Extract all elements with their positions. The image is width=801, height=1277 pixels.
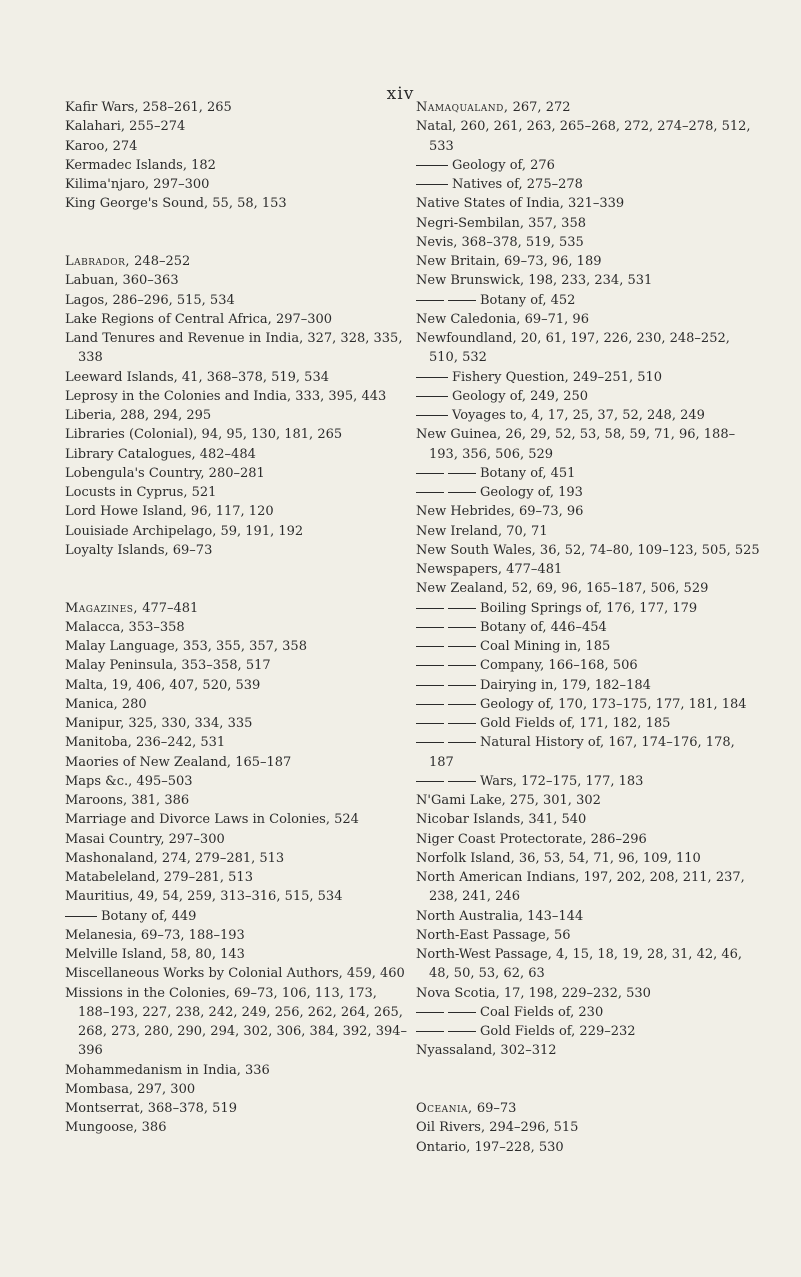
index-entry-text: Fishery Question, 249–251, 510 — [452, 369, 663, 385]
index-entry — [416, 406, 762, 425]
index-entry-text: Lagos, 286–296, 515, 534 — [65, 292, 235, 308]
ditto-dash — [416, 165, 448, 166]
index-entry-text: Malacca, 353–358 — [65, 619, 185, 635]
section-gap — [416, 1080, 762, 1099]
index-entry-text: Mashonaland, 274, 279–281, 513 — [65, 850, 285, 866]
index-entry-text: N'Gami Lake, 275, 301, 302 — [416, 793, 601, 808]
index-entry — [416, 945, 762, 984]
index-entry-text: Manitoba, 236–242, 531 — [65, 735, 226, 751]
index-entry — [416, 502, 762, 521]
index-entry — [416, 271, 762, 290]
index-entry-text: Kafir Wars, 258–261, 265 — [65, 100, 232, 115]
index-entry — [416, 1003, 762, 1022]
index-entry-text: Malay Peninsula, 353–358, 517 — [65, 658, 271, 674]
index-entry-text: Land Tenures and Revenue in India, 327, 328, 335, 338 — [65, 331, 403, 366]
ditto-dash — [65, 916, 97, 917]
index-entry — [65, 425, 410, 444]
index-entry — [65, 483, 410, 502]
index-entry-text: Geology of, 276 — [452, 157, 555, 173]
index-entry-text: Nyassaland, 302–312 — [416, 1043, 557, 1059]
index-entry-text: Melanesia, 69–73, 188–193 — [65, 927, 245, 943]
ditto-dash — [416, 1012, 476, 1013]
index-entry — [65, 945, 410, 964]
section-lead-term: Namaqualand, — [416, 100, 509, 115]
index-entry-text: Mauritius, 49, 54, 259, 313–316, 515, 534 — [65, 889, 343, 905]
index-entry-text: Louisiade Archipelago, 59, 191, 192 — [65, 523, 304, 539]
index-entry — [416, 175, 762, 194]
index-entry-text: Lake Regions of Central Africa, 297–300 — [65, 311, 333, 327]
index-entry-text: Masai Country, 297–300 — [65, 831, 225, 847]
ditto-dash — [416, 473, 476, 474]
ditto-dash — [416, 608, 476, 609]
index-entry — [416, 214, 762, 233]
index-entry — [416, 560, 762, 579]
index-entry-text: Gold Fields of, 171, 182, 185 — [480, 716, 671, 731]
index-entry-text: King George's Sound, 55, 58, 153 — [65, 196, 287, 212]
index-column-left — [65, 98, 410, 1138]
index-entry-text: Niger Coast Protectorate, 286–296 — [416, 831, 647, 847]
index-entry — [65, 791, 410, 810]
ditto-dash — [416, 646, 476, 647]
index-entry — [416, 1099, 762, 1118]
index-entry — [416, 425, 762, 464]
index-entry-text: Locusts in Cyprus, 521 — [65, 485, 217, 500]
index-entry — [65, 1080, 410, 1099]
ditto-dash — [416, 627, 476, 628]
index-entry — [65, 984, 410, 1061]
index-entry — [416, 310, 762, 329]
ditto-dash — [416, 377, 448, 378]
index-entry — [416, 714, 762, 733]
ditto-dash — [416, 665, 476, 666]
index-entry-text: New Guinea, 26, 29, 52, 53, 58, 59, 71, 96, 188–193, 356, 506, 529 — [416, 427, 736, 462]
index-entry — [416, 1022, 762, 1041]
index-entry — [65, 252, 410, 271]
ditto-dash — [416, 742, 476, 743]
index-entry-text: New Caledonia, 69–71, 96 — [416, 311, 589, 327]
ditto-dash — [416, 1031, 476, 1032]
index-entry — [65, 810, 410, 829]
index-entry-text: Lobengula's Country, 280–281 — [65, 465, 265, 481]
index-entry-text: Marriage and Divorce Laws in Colonies, 524 — [65, 812, 359, 828]
index-entry — [65, 464, 410, 483]
ditto-dash — [416, 300, 476, 301]
index-entry-text: New Britain, 69–73, 96, 189 — [416, 254, 602, 269]
index-entry — [416, 772, 762, 791]
index-entry-text: 248–252 — [130, 254, 191, 269]
section-lead-term: Magazines, — [65, 600, 139, 616]
index-entry — [65, 98, 410, 117]
index-entry — [416, 368, 762, 387]
index-entry — [416, 117, 762, 156]
index-entry-text: Dairying in, 179, 182–184 — [480, 677, 651, 693]
index-entry — [416, 656, 762, 675]
ditto-dash — [416, 415, 448, 416]
index-entry-text: Natural History of, 167, 174–176, 178, 187 — [429, 735, 735, 770]
section-gap — [65, 579, 410, 598]
index-entry-text: Loyalty Islands, 69–73 — [65, 542, 213, 558]
index-entry — [65, 194, 410, 213]
index-entry — [65, 907, 410, 926]
index-entry-text: New Ireland, 70, 71 — [416, 523, 548, 539]
section-gap — [65, 214, 410, 233]
index-entry — [65, 656, 410, 675]
index-entry-text: Coal Fields of, 230 — [480, 1004, 604, 1020]
index-entry-text: New Hebrides, 69–73, 96 — [416, 504, 584, 520]
index-entry-text: Maories of New Zealand, 165–187 — [65, 754, 292, 770]
index-entry — [65, 772, 410, 791]
ditto-dash — [416, 723, 476, 724]
index-entry — [416, 791, 762, 810]
index-entry-text: Company, 166–168, 506 — [480, 658, 638, 674]
index-entry — [416, 984, 762, 1003]
ditto-dash — [416, 685, 476, 686]
index-entry — [65, 522, 410, 541]
index-entry — [65, 599, 410, 618]
index-entry — [416, 733, 762, 772]
index-entry — [416, 1118, 762, 1137]
index-entry — [65, 310, 410, 329]
index-entry-text: North-East Passage, 56 — [416, 927, 571, 943]
index-entry — [65, 637, 410, 656]
index-entry-text: Coal Mining in, 185 — [480, 639, 611, 654]
index-entry — [65, 291, 410, 310]
index-entry-text: Botany of, 451 — [480, 465, 576, 481]
section-gap — [416, 1061, 762, 1080]
index-entry — [416, 329, 762, 368]
index-entry — [416, 233, 762, 252]
index-entry — [65, 117, 410, 136]
index-entry-text: Miscellaneous Works by Colonial Authors, 459, 460 — [65, 966, 405, 982]
index-entry-text: Kilima'njaro, 297–300 — [65, 177, 210, 192]
index-column-right — [416, 98, 762, 1157]
index-entry-text: Montserrat, 368–378, 519 — [65, 1101, 237, 1116]
index-entry-text: Melville Island, 58, 80, 143 — [65, 947, 245, 962]
index-entry — [416, 464, 762, 483]
index-entry-text: Missions in the Colonies, 69–73, 106, 113, 173, 188–193, 227, 238, 242, 249, 256, 262, 264, 265, 268, 273, 280, 290, 294, 302, 306, 384, 392, 394–396 — [65, 985, 408, 1059]
page-number: xiv — [386, 84, 415, 104]
index-entry-text: North Australia, 143–144 — [416, 908, 584, 924]
section-lead-term: Oceania, — [416, 1101, 473, 1116]
index-entry — [416, 1138, 762, 1157]
index-entry — [65, 445, 410, 464]
index-entry — [65, 926, 410, 945]
index-entry-text: Geology of, 170, 173–175, 177, 181, 184 — [480, 696, 747, 712]
index-entry — [65, 1099, 410, 1118]
index-entry-text: Manipur, 325, 330, 334, 335 — [65, 716, 253, 731]
index-entry-text: Native States of India, 321–339 — [416, 196, 625, 212]
index-entry-text: Manica, 280 — [65, 696, 147, 712]
index-entry-text: Voyages to, 4, 17, 25, 37, 52, 248, 249 — [452, 408, 705, 423]
index-entry — [65, 368, 410, 387]
index-entry-text: Wars, 172–175, 177, 183 — [480, 773, 644, 789]
index-entry-text: Maps &c., 495–503 — [65, 773, 193, 789]
index-entry — [416, 579, 762, 598]
index-entry-text: Oil Rivers, 294–296, 515 — [416, 1120, 579, 1136]
index-entry — [416, 194, 762, 213]
index-entry — [65, 830, 410, 849]
section-gap — [65, 233, 410, 252]
index-entry-text: Matabeleland, 279–281, 513 — [65, 870, 253, 885]
index-entry-text: Karoo, 274 — [65, 138, 138, 154]
index-entry — [65, 1061, 410, 1080]
index-entry — [65, 406, 410, 425]
index-entry — [416, 830, 762, 849]
index-entry-text: Lord Howe Island, 96, 117, 120 — [65, 504, 274, 520]
index-entry — [65, 271, 410, 290]
index-entry — [416, 522, 762, 541]
index-entry-text: Newspapers, 477–481 — [416, 562, 563, 577]
index-entry — [65, 502, 410, 521]
index-entry-text: New South Wales, 36, 52, 74–80, 109–123, 505, 525 — [416, 542, 760, 558]
index-entry-text: Nevis, 368–378, 519, 535 — [416, 234, 584, 250]
index-entry — [65, 868, 410, 887]
index-entry-text: Botany of, 446–454 — [480, 619, 607, 635]
index-entry-text: Geology of, 193 — [480, 485, 583, 500]
index-entry — [416, 849, 762, 868]
index-entry-text: Libraries (Colonial), 94, 95, 130, 181, 265 — [65, 427, 343, 443]
index-entry — [416, 483, 762, 502]
index-entry — [65, 541, 410, 560]
index-entry-text: Norfolk Island, 36, 53, 54, 71, 96, 109, 110 — [416, 850, 701, 866]
index-entry-text: North American Indians, 197, 202, 208, 211, 237, 238, 241, 246 — [416, 870, 745, 905]
index-entry — [65, 618, 410, 637]
index-entry — [65, 849, 410, 868]
index-entry-text: Natal, 260, 261, 263, 265–268, 272, 274–278, 512, 533 — [416, 119, 751, 154]
index-entry — [416, 291, 762, 310]
index-entry — [416, 541, 762, 560]
index-entry — [416, 156, 762, 175]
index-entry — [416, 1041, 762, 1060]
index-entry-text: Kermadec Islands, 182 — [65, 157, 216, 173]
index-entry-text: Liberia, 288, 294, 295 — [65, 408, 212, 423]
index-entry — [65, 753, 410, 772]
index-entry-text: Geology of, 249, 250 — [452, 388, 589, 404]
index-entry-text: Mombasa, 297, 300 — [65, 1081, 196, 1097]
index-entry — [416, 387, 762, 406]
index-entry — [65, 695, 410, 714]
index-entry-text: Negri-Sembilan, 357, 358 — [416, 215, 586, 231]
index-entry-text: Ontario, 197–228, 530 — [416, 1139, 564, 1155]
index-entry — [416, 98, 762, 117]
index-entry-text: Botany of, 449 — [101, 908, 197, 924]
index-entry — [65, 733, 410, 752]
index-entry-text: Maroons, 381, 386 — [65, 793, 190, 808]
index-entry — [416, 676, 762, 695]
index-entry — [416, 618, 762, 637]
index-entry-text: Leeward Islands, 41, 368–378, 519, 534 — [65, 369, 329, 385]
section-lead-term: Labrador, — [65, 254, 131, 269]
ditto-dash — [416, 396, 448, 397]
index-entry-text: Mungoose, 386 — [65, 1120, 167, 1136]
index-entry — [65, 175, 410, 194]
index-entry — [65, 156, 410, 175]
index-entry-text: Library Catalogues, 482–484 — [65, 446, 256, 462]
index-entry-text: Labuan, 360–363 — [65, 273, 179, 289]
index-entry-text: Nova Scotia, 17, 198, 229–232, 530 — [416, 985, 651, 1001]
index-entry-text: Gold Fields of, 229–232 — [480, 1024, 636, 1039]
index-entry — [416, 810, 762, 829]
index-entry — [65, 676, 410, 695]
index-entry-text: Leprosy in the Colonies and India, 333, 395, 443 — [65, 388, 387, 404]
index-entry-text: Newfoundland, 20, 61, 197, 226, 230, 248–252, 510, 532 — [416, 331, 730, 366]
ditto-dash — [416, 704, 476, 705]
index-entry-text: 267, 272 — [508, 100, 571, 115]
ditto-dash — [416, 184, 448, 185]
index-entry — [416, 252, 762, 271]
index-entry — [416, 926, 762, 945]
index-entry-text: New Brunswick, 198, 233, 234, 531 — [416, 273, 653, 289]
section-gap — [65, 560, 410, 579]
index-entry-text: Boiling Springs of, 176, 177, 179 — [480, 600, 698, 616]
index-entry — [416, 599, 762, 618]
index-entry-text: Kalahari, 255–274 — [65, 119, 186, 135]
index-entry-text: 69–73 — [472, 1101, 517, 1116]
index-entry-text: 477–481 — [138, 600, 199, 616]
index-entry-text: Mohammedanism in India, 336 — [65, 1062, 270, 1078]
index-entry — [65, 887, 410, 906]
index-entry-text: Botany of, 452 — [480, 292, 576, 308]
index-entry-text: Nicobar Islands, 341, 540 — [416, 812, 587, 828]
index-entry — [416, 868, 762, 907]
index-entry — [416, 907, 762, 926]
index-entry-text: Natives of, 275–278 — [452, 177, 583, 192]
index-entry-text: North-West Passage, 4, 15, 18, 19, 28, 31, 42, 46, 48, 50, 53, 62, 63 — [416, 947, 743, 982]
index-entry — [65, 714, 410, 733]
ditto-dash — [416, 781, 476, 782]
index-entry — [416, 695, 762, 714]
index-entry — [65, 329, 410, 368]
index-entry-text: New Zealand, 52, 69, 96, 165–187, 506, 529 — [416, 581, 709, 597]
index-entry — [65, 387, 410, 406]
index-entry — [416, 637, 762, 656]
index-entry-text: Malay Language, 353, 355, 357, 358 — [65, 639, 307, 654]
index-entry — [65, 1118, 410, 1137]
ditto-dash — [416, 492, 476, 493]
index-entry — [65, 137, 410, 156]
index-entry-text: Malta, 19, 406, 407, 520, 539 — [65, 677, 261, 693]
index-entry — [65, 964, 410, 983]
